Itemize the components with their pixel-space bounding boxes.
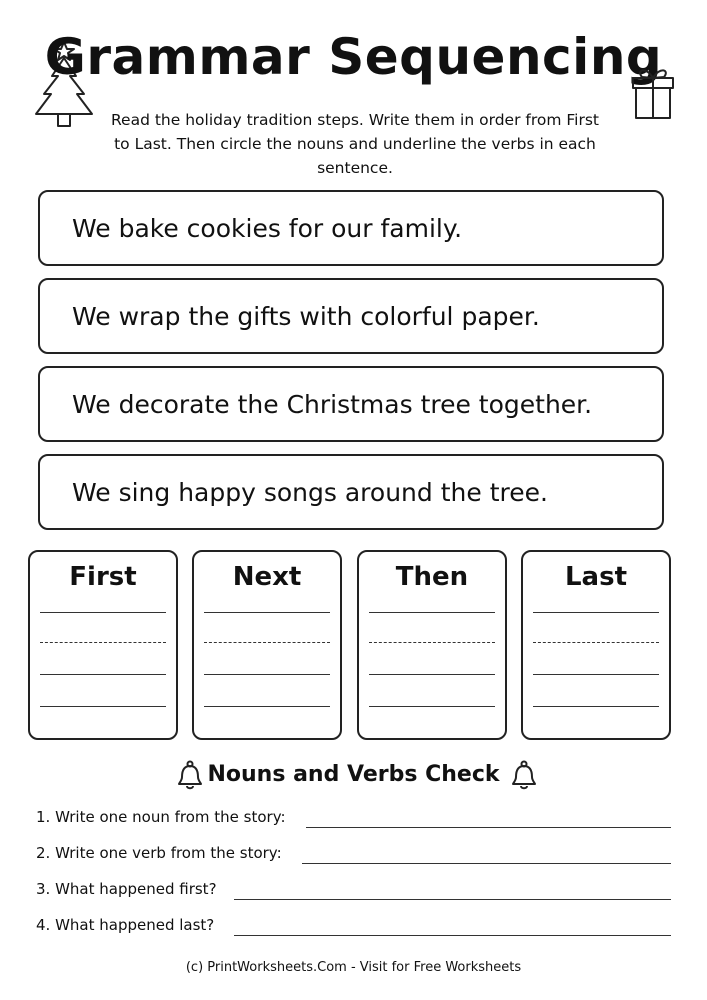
- writing-line: [369, 674, 495, 675]
- question-row: [36, 842, 671, 866]
- question-text: 2. Write one verb from the story:: [36, 844, 282, 862]
- writing-line: [533, 612, 659, 613]
- writing-guide-line: [369, 642, 495, 643]
- sentence-text: We decorate the Christmas tree together.: [72, 389, 593, 419]
- writing-guide-line: [533, 642, 659, 643]
- writing-line: [204, 674, 330, 675]
- sentence-text: We wrap the gifts with colorful paper.: [72, 301, 540, 331]
- writing-line: [204, 612, 330, 613]
- question-text: 1. Write one noun from the story:: [36, 808, 286, 826]
- writing-line: [533, 674, 659, 675]
- writing-line: [40, 612, 166, 613]
- sentence-text: We bake cookies for our family.: [72, 213, 463, 243]
- sequence-box-title: Then: [395, 562, 469, 592]
- question-text: 4. What happened last?: [36, 916, 215, 934]
- sequence-box-then[interactable]: [357, 550, 507, 740]
- instructions: Read the holiday tradition steps. Write them in order from First to Last. Then circle the nouns and underline the verbs in each sentence.: [110, 111, 599, 177]
- footer-credit: (c) PrintWorksheets.Com - Visit for Free Worksheets: [185, 960, 522, 975]
- answer-line[interactable]: [302, 863, 671, 864]
- sequence-box-title: Next: [232, 562, 302, 592]
- sentence-box-2: [38, 278, 664, 354]
- sequence-box-last[interactable]: [521, 550, 671, 740]
- writing-guide-line: [40, 642, 166, 643]
- sentence-box-3: [38, 366, 664, 442]
- answer-line[interactable]: [306, 827, 671, 828]
- sentence-box-4: [38, 454, 664, 530]
- question-row: [36, 914, 671, 938]
- sequence-box-first[interactable]: [28, 550, 178, 740]
- writing-line: [369, 706, 495, 707]
- writing-guide-line: [204, 642, 330, 643]
- sequence-box-title: First: [69, 562, 137, 592]
- sequence-box-next[interactable]: [192, 550, 342, 740]
- writing-line: [40, 674, 166, 675]
- answer-line[interactable]: [234, 899, 671, 900]
- section-heading: Nouns and Verbs Check: [207, 762, 500, 787]
- writing-line: [533, 706, 659, 707]
- gift-icon: [630, 64, 676, 120]
- writing-line: [40, 706, 166, 707]
- writing-line: [369, 612, 495, 613]
- writing-line: [204, 706, 330, 707]
- question-row: [36, 878, 671, 902]
- page-title: Grammar Sequencing: [44, 28, 663, 86]
- answer-line[interactable]: [234, 935, 671, 936]
- question-text: 3. What happened first?: [36, 880, 217, 898]
- bell-icon: [510, 760, 538, 790]
- sentence-text: We sing happy songs around the tree.: [72, 477, 548, 507]
- sequence-box-title: Last: [564, 562, 628, 592]
- question-row: [36, 806, 671, 830]
- sentence-box-1: [38, 190, 664, 266]
